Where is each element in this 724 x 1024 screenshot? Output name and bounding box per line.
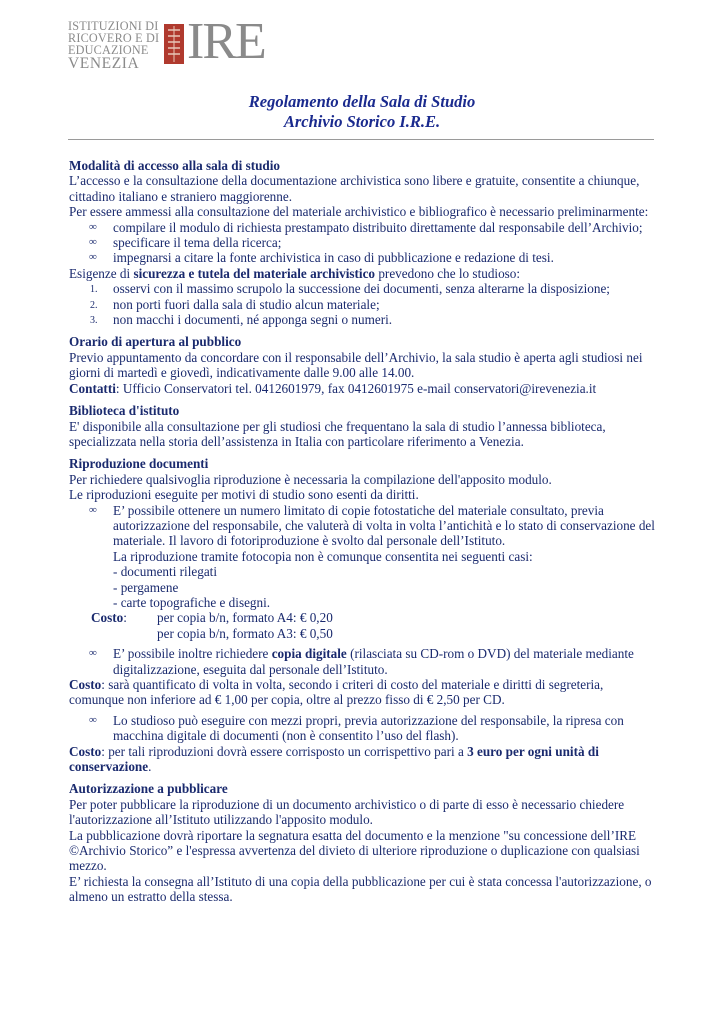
list-item: ∞ specificare il tema della ricerca; [89,235,282,251]
paragraph: Le riproduzioni eseguite per motivi di studio sono esenti da diritti. [69,487,419,503]
logo-mark: IRE [187,13,265,70]
logo-line: EDUCAZIONE [68,43,149,57]
list-item: ∞ compilare il modulo di richiesta prestampato distribuito direttamente dal responsabile dell’Archivio; [89,219,643,235]
section-heading: Modalità di accesso alla sala di studio [69,158,281,173]
bullet-icon: ∞ [89,713,97,726]
list-item: ∞ Lo studioso può eseguire con mezzi propri, previa autorizzazione del responsabile, la ripresa con macchina digitale di documenti (non è consentito l’uso del flash). [89,712,624,744]
paragraph: Costo: sarà quantificato di volta in volta, secondo i criteri di costo del materiale e diritti di segreteria, comunque non inferiore ad € 1,00 per copia, oltre al prezzo fisso di € 2,50 per CD. [69,677,604,708]
paragraph: Costo: per tali riproduzioni dovrà essere corrisposto un corrispettivo pari a 3 euro per ogni unità di conservazione. [69,743,599,775]
bullet-icon: ∞ [89,647,97,660]
section-heading: Orario di apertura al pubblico [69,334,242,350]
title-line: Archivio Storico I.R.E. [283,112,441,131]
section-heading: Biblioteca d'istituto [69,403,180,419]
list-item: 2. non porti fuori dalla sala di studio alcun materiale; [90,296,380,312]
list-item: - pergamene [113,579,179,595]
logo-line: RICOVERO E DI [68,31,160,45]
paragraph: L’accesso e la consultazione della documentazione archivistica sono libere e gratuite, consentite a chiunque, cittadino italiano e straniero maggiorenne. [69,173,640,204]
list-item: 1. osservi con il massimo scrupolo la successione dei documenti, senza alterarne la disposizione; [90,281,610,297]
title-line: Regolamento della Sala di Studio [248,92,476,111]
section-heading: Riproduzione documenti [69,456,209,472]
list-item: - carte topografiche e disegni. [113,594,271,610]
contact-line: Contatti: Ufficio Conservatori tel. 0412601979, fax 0412601975 e-mail conservatori@irevenezia.it [69,380,597,396]
list-number: 2. [90,299,98,311]
paragraph: Esigenze di sicurezza e tutela del materiale archivistico prevedono che lo studioso: [69,265,521,281]
cost-row: Costo: per copia b/n, formato A4: € 0,20 [91,610,333,626]
list-item: - documenti rilegati [113,564,217,580]
paragraph: La riproduzione tramite fotocopia non è comunque consentita nei seguenti casi: [113,548,533,564]
list-item: ∞ E’ possibile inoltre richiedere copia digitale (rilasciata su CD-rom o DVD) del materiale mediante digitalizzazione, eseguita dal personale dell’Istituto. [89,646,634,677]
document-title [0,92,724,132]
bullet-icon: ∞ [89,251,97,264]
bullet-icon: ∞ [89,220,97,233]
emblem-icon [162,20,186,68]
document-body [69,158,659,905]
paragraph: Previo appuntamento da concordare con il responsabile dell’Archivio, la sala studio è aperta agli studiosi nei giorni di martedì e giovedì, indicativamente dalle 9.00 alle 14.00. [69,349,643,381]
list-item: 3. non macchi i documenti, né apponga segni o numeri. [90,312,393,328]
section-heading: Autorizzazione a pubblicare [69,781,228,797]
paragraph: Per richiedere qualsivoglia riproduzione è necessaria la compilazione dell'apposito modulo. [69,471,552,487]
title-divider [68,139,654,140]
paragraph: E' disponibile alla consultazione per gli studiosi che frequentano la sala di studio l’annessa biblioteca, specializzata nella storia dell’assistenza in Italia con particolare riferimento a Venezia. [69,418,606,449]
list-item: ∞ impegnarsi a citare la fonte archivistica in caso di pubblicazione e redazione di tesi. [89,250,554,266]
list-number: 1. [90,284,98,296]
logo-line: ISTITUZIONI DI [68,19,159,33]
logo-line: VENEZIA [68,55,140,72]
bullet-icon: ∞ [89,503,97,516]
cost-row: per copia b/n, formato A3: € 0,50 [157,625,333,641]
logo-wordmark [68,20,160,71]
paragraph: E’ richiesta la consegna all’Istituto di una copia della pubblicazione per cui è stata concessa l'autorizzazione, o almeno un estratto della stessa. [69,873,652,905]
paragraph: Per poter pubblicare la riproduzione di un documento archivistico o di parte di esso è necessario chiedere l'autorizzazione all’Istituto utilizzando l'apposito modulo. [69,796,625,828]
bullet-icon: ∞ [89,236,97,249]
list-item: ∞ E’ possibile ottenere un numero limitato di copie fotostatiche del materiale consultato, previa autorizzazione del responsabile, che valuterà di volta in volta l’antichità e lo stato di conservazione del materiale. Il lavoro di fotoriproduzione è svolto dal personale dell’Istituto. [89,502,655,549]
list-number: 3. [90,315,98,327]
paragraph: La pubblicazione dovrà riportare la segnatura esatta del documento e la menzione "su concessione dell’IRE ©Archivio Storico” e l'espressa avvertenza del divieto di ulteriore riproduzione o duplicazione con qualsiasi mezzo. [69,827,640,874]
paragraph: Per essere ammessi alla consultazione del materiale archivistico e bibliografico è necessario preliminarmente: [69,204,649,220]
